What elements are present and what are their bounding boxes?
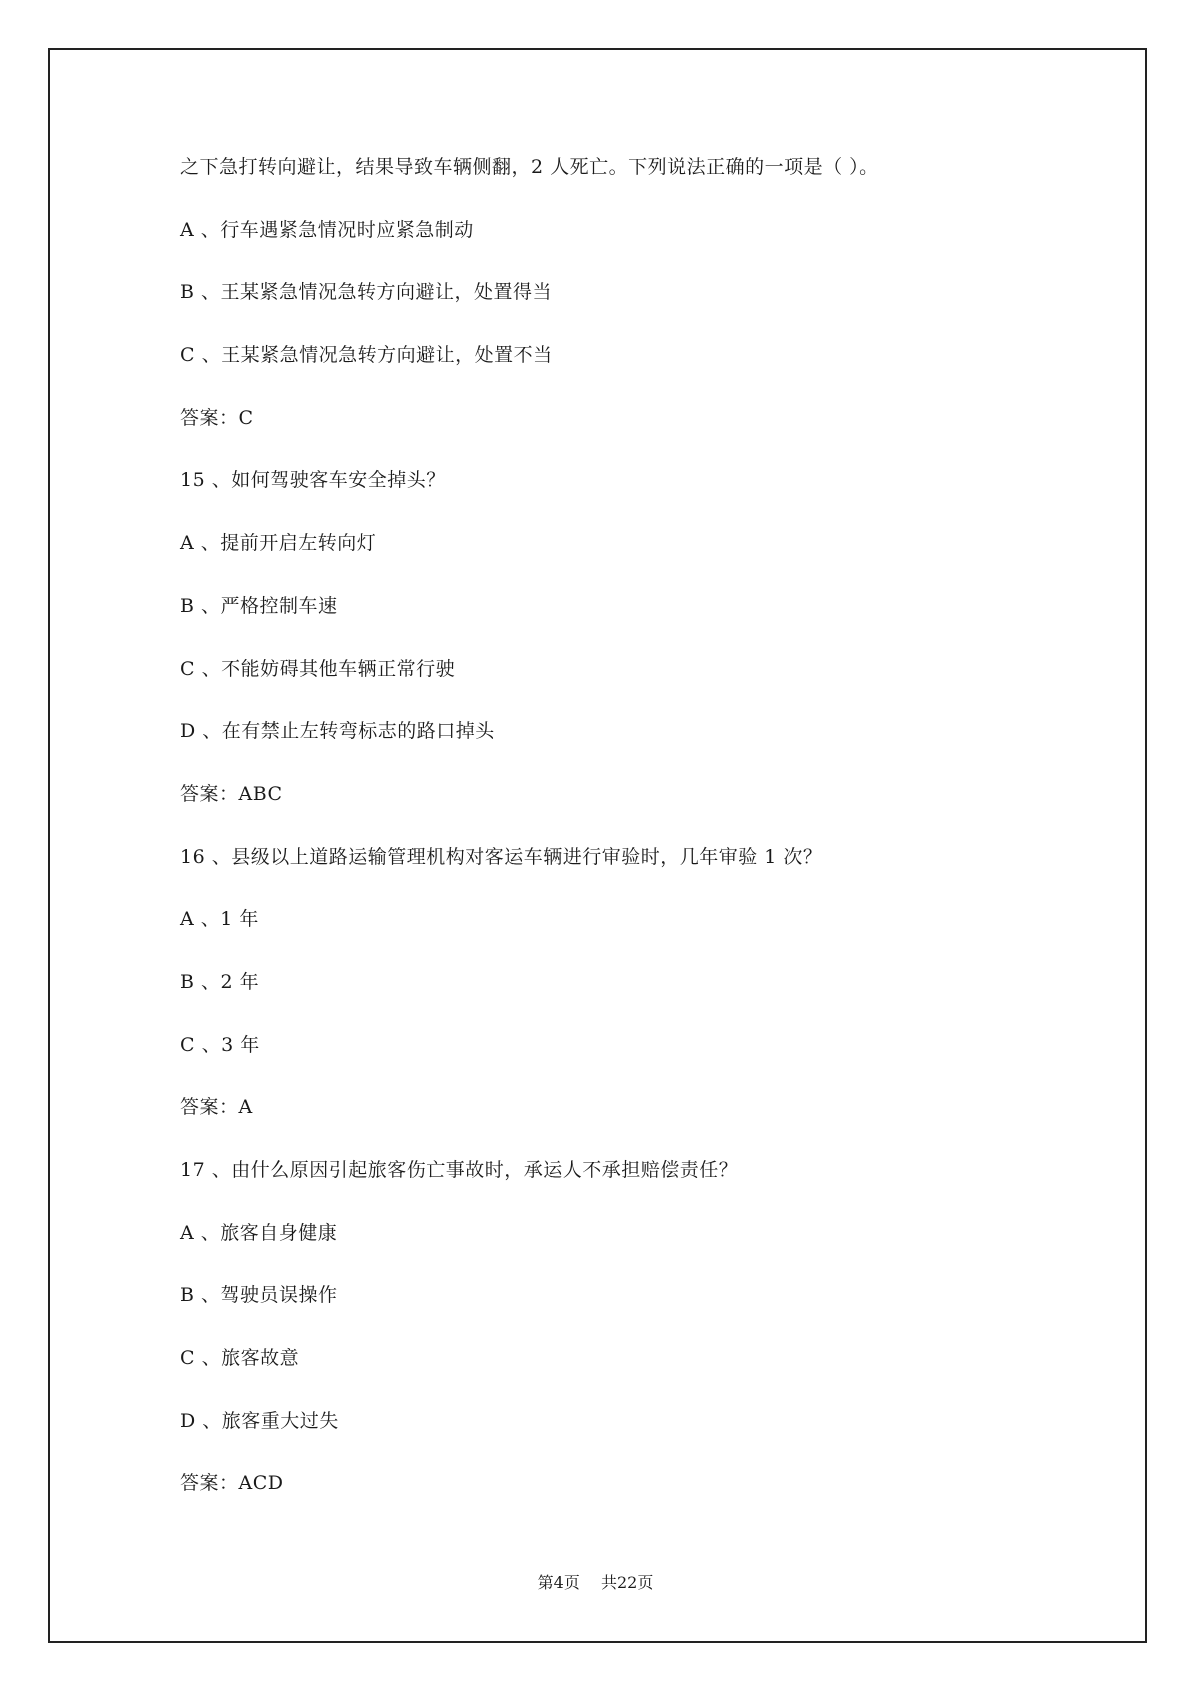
answer: 答案：ABC	[180, 782, 283, 805]
option-a: A 、1 年	[180, 908, 259, 931]
option-b: B 、严格控制车速	[180, 594, 338, 617]
option-d: D 、旅客重大过失	[180, 1409, 339, 1432]
option-d: D 、在有禁止左转弯标志的路口掉头	[180, 720, 495, 743]
answer: 答案：A	[180, 1096, 253, 1119]
page-footer	[0, 1570, 1191, 1593]
option-c: C 、不能妨碍其他车辆正常行驶	[180, 657, 456, 680]
answer: 答案：C	[180, 406, 254, 429]
question-14-continuation: 之下急打转向避让，结果导致车辆侧翻，2 人死亡。下列说法正确的一项是（ ）。	[180, 156, 879, 178]
question-15: 15 、如何驾驶客车安全掉头？	[180, 469, 446, 492]
option-c: C 、旅客故意	[180, 1347, 300, 1370]
question-16: 16 、县级以上道路运输管理机构对客运车辆进行审验时，几年审验 1 次？	[180, 845, 823, 868]
document-body	[180, 155, 1080, 1534]
option-a: A 、提前开启左转向灯	[180, 532, 377, 555]
option-b: B 、驾驶员误操作	[180, 1284, 338, 1307]
question-17: 17 、由什么原因引起旅客伤亡事故时，承运人不承担赔偿责任？	[180, 1159, 739, 1181]
answer: 答案：ACD	[180, 1472, 284, 1495]
option-a: A 、行车遇紧急情况时应紧急制动	[180, 218, 474, 241]
option-b: B 、2 年	[180, 970, 260, 993]
option-b: B 、王某紧急情况急转方向避让，处置得当	[180, 281, 553, 304]
option-a: A 、旅客自身健康	[180, 1221, 338, 1244]
option-c: C 、3 年	[180, 1033, 260, 1056]
option-c: C 、王某紧急情况急转方向避让，处置不当	[180, 344, 553, 367]
page-number: 第4页	[537, 1573, 580, 1592]
page-total: 共22页	[600, 1573, 654, 1592]
